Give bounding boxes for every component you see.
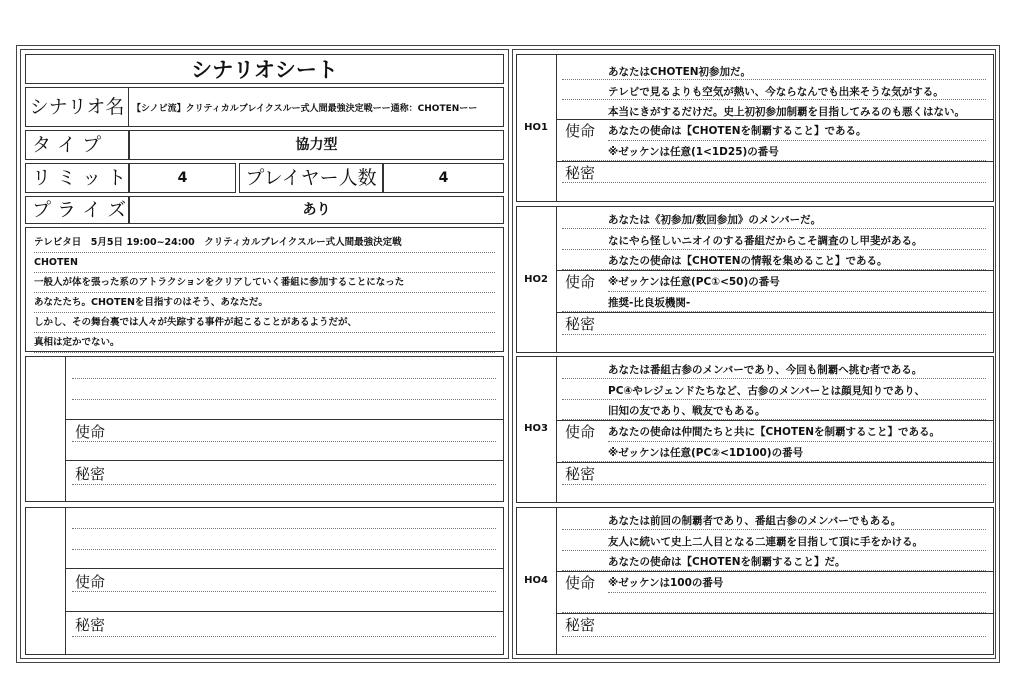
blank-line bbox=[562, 334, 986, 335]
blank-line bbox=[72, 528, 496, 529]
ho3-line: あなたは番組古参のメンバーであり、今回も制覇へ挑む者である。 bbox=[562, 358, 986, 379]
ho1-line: ※ゼッケンは任意(1<1D25)の番号 bbox=[562, 141, 986, 161]
ho3-line: PC④やレジェンドたちなど、古参のメンバーとは顔見知りであり、 bbox=[562, 379, 986, 400]
ho4-line: あなたの使命は【CHOTENを制覇すること】だ。 bbox=[562, 551, 986, 571]
ho3-line: 旧知の友であり、戦友でもある。 bbox=[562, 400, 986, 420]
ho3-line: あなたの使命は仲間たちと共に【CHOTENを制覇すること】である。 bbox=[608, 422, 994, 442]
blank-line bbox=[72, 441, 496, 442]
ho-tag-divider bbox=[556, 206, 557, 353]
divider bbox=[66, 611, 504, 612]
ho2-tag: HO2 bbox=[524, 274, 548, 285]
ho1-line: あなたはCHOTEN初参加だ。 bbox=[562, 60, 986, 80]
ho4-line: あなたは前回の制覇者であり、番組古参のメンバーでもある。 bbox=[562, 509, 986, 530]
blank-line bbox=[562, 636, 986, 637]
intro-box bbox=[25, 227, 504, 352]
intro-line: しかし、その舞台裏では人々が失踪する事件が起こることがあるようだが、 bbox=[34, 313, 495, 333]
sheet-title: シナリオシート bbox=[25, 54, 504, 84]
blank-line bbox=[72, 549, 496, 550]
intro-line: 一般人が体を張った系のアトラクションをクリアしていく番組に参加することになった bbox=[34, 273, 495, 293]
ho2-line: 推奨-比良坂機関- bbox=[562, 292, 986, 312]
intro-line: 真相は定かでない。 bbox=[34, 333, 495, 353]
blank-line bbox=[562, 484, 986, 485]
intro-line: CHOTEN bbox=[34, 253, 495, 273]
secret-label: 秘密 bbox=[75, 465, 106, 483]
blank-line bbox=[72, 591, 496, 592]
ho2-line: あなたは《初参加/数回参加》のメンバーだ。 bbox=[562, 208, 986, 229]
ho4-line: ※ゼッケンは100の番号 bbox=[608, 573, 986, 593]
ho-tag-divider bbox=[556, 54, 557, 202]
type-label: タ イ プ bbox=[25, 130, 129, 160]
ho1-line: あなたの使命は【CHOTENを制覇すること】である。 bbox=[608, 121, 986, 141]
blank-line bbox=[562, 182, 986, 183]
ho2-line: あなたの使命は【CHOTENの情報を集めること】である。 bbox=[562, 250, 986, 270]
ho3-line: ※ゼッケンは任意(PC②<1D100)の番号 bbox=[562, 442, 986, 462]
secret-label: 秘密 bbox=[565, 315, 596, 333]
divider bbox=[66, 460, 504, 461]
scenario-name: 【シノビ流】クリティカルブレイクスルー式人間最強決定戦ーー通称：CHOTENーー bbox=[132, 104, 478, 114]
players-label: プレイヤー人数 bbox=[239, 163, 383, 193]
intro-line: あなたたち。CHOTENを目指すのはそう、あなただ。 bbox=[34, 293, 495, 313]
divider bbox=[66, 568, 504, 569]
ho-tag-divider bbox=[556, 507, 557, 655]
prize-label: プ ラ イ ズ bbox=[25, 196, 129, 224]
divider bbox=[557, 270, 994, 271]
ho1-line: 本当にきがするだけだ。史上初初参加制覇を目指してみるのも悪くはない。 bbox=[562, 100, 986, 120]
blank-line bbox=[72, 636, 496, 637]
divider bbox=[557, 119, 994, 120]
ho4-line: 友人に続いて史上二人目となる二連覇を目指して頂に手をかける。 bbox=[562, 530, 986, 551]
ho2-line: ※ゼッケンは任意(PC①<50)の番号 bbox=[608, 272, 986, 292]
mission-label: 使命 bbox=[75, 573, 106, 591]
blank-pc-tag-cell bbox=[65, 507, 66, 655]
blank-line bbox=[72, 399, 496, 400]
blank-pc-tag-cell bbox=[65, 356, 66, 502]
secret-label: 秘密 bbox=[565, 164, 596, 182]
divider bbox=[66, 419, 504, 420]
type-value: 協力型 bbox=[129, 130, 504, 160]
limit-label: リ ミ ッ ト bbox=[25, 163, 129, 193]
ho1-line: テレビで見るよりも空気が熱い、今ならなんでも出来そうな気がする。 bbox=[562, 80, 986, 100]
secret-label: 秘密 bbox=[75, 616, 106, 634]
divider bbox=[557, 613, 994, 614]
blank-line bbox=[72, 484, 496, 485]
mission-label: 使命 bbox=[75, 423, 106, 441]
mission-label: 使命 bbox=[565, 574, 596, 592]
ho4-tag: HO4 bbox=[524, 575, 548, 586]
blank-line bbox=[72, 378, 496, 379]
ho2-line: なにやら怪しいニオイのする番組だからこそ調査のし甲斐がある。 bbox=[562, 229, 986, 250]
intro-line: テレビタ日 5月5日 19:00~24:00 クリティカルブレイクスルー式人間最強決定戦 bbox=[34, 233, 495, 253]
mission-label: 使命 bbox=[565, 273, 596, 291]
ho3-tag: HO3 bbox=[524, 423, 548, 434]
divider bbox=[557, 312, 994, 313]
mission-label: 使命 bbox=[565, 122, 596, 140]
mission-label: 使命 bbox=[565, 423, 596, 441]
ho1-tag: HO1 bbox=[524, 122, 548, 133]
divider bbox=[557, 462, 994, 463]
divider bbox=[557, 571, 994, 572]
secret-label: 秘密 bbox=[565, 465, 596, 483]
blank-line bbox=[562, 593, 986, 613]
limit-value: 4 bbox=[129, 163, 236, 193]
divider bbox=[557, 161, 994, 162]
players-value: 4 bbox=[383, 163, 504, 193]
prize-value: あり bbox=[129, 196, 504, 224]
scenario-label: シナリオ名 bbox=[25, 87, 129, 127]
secret-label: 秘密 bbox=[565, 616, 596, 634]
ho-tag-divider bbox=[556, 356, 557, 503]
divider bbox=[557, 420, 994, 421]
